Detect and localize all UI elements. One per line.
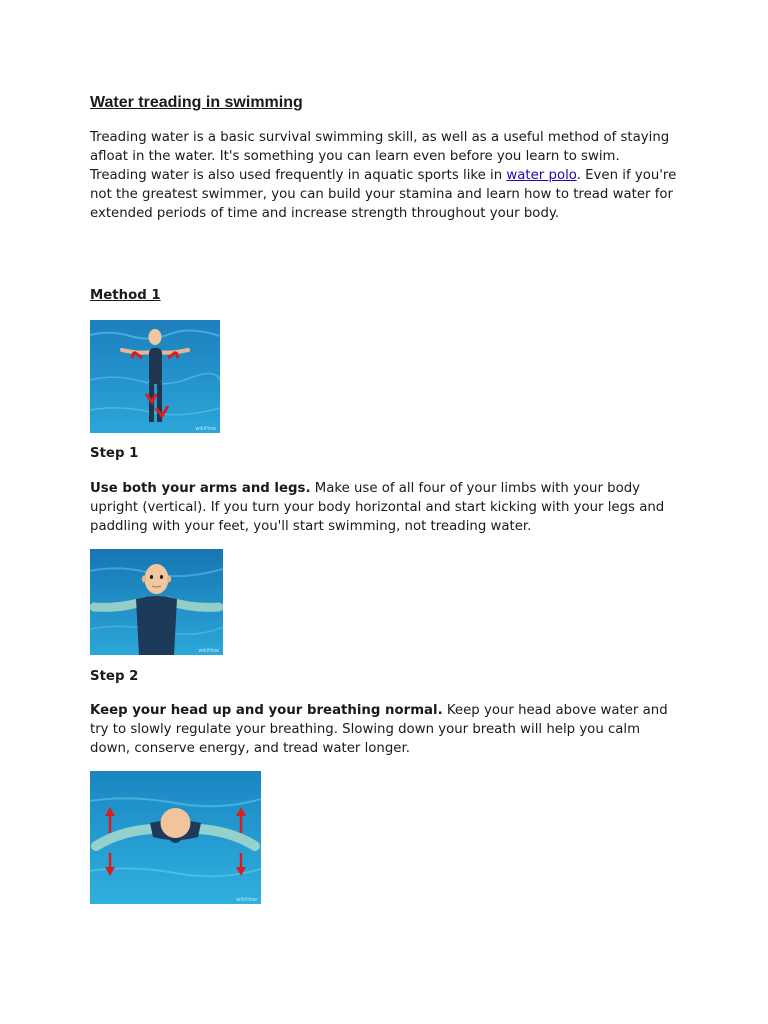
watermark-2: wikiHow	[198, 648, 219, 654]
document-title: Water treading in swimming	[90, 94, 303, 111]
method-heading: Method 1	[90, 288, 161, 303]
step-1-bold: Use both your arms and legs.	[90, 481, 311, 496]
step-2-bold: Keep your head up and your breathing normal.	[90, 703, 443, 718]
step-2-paragraph	[90, 701, 680, 758]
watermark-3: wikiHow	[236, 897, 257, 903]
intro-text-before: Treading water is a basic survival swimming skill, as well as a useful method of staying afloat in the water. It's something you can learn even before you learn to swim. Treading water is also used frequently in aquatic sports like in	[90, 130, 670, 183]
water-polo-link[interactable]: water polo	[506, 168, 577, 183]
intro-text-after: . Even if you're not the greatest swimmer, you can build your stamina and learn how to tread water for extended periods of time and increase strength throughout your body.	[90, 168, 677, 221]
step-1-text: Make use of all four of your limbs with your body upright (vertical). If you turn your body horizontal and start kicking with your legs and paddling with your feet, you'll start swimming, not treading water.	[90, 481, 665, 534]
step-1-label: Step 1	[90, 446, 139, 461]
step-1-paragraph	[90, 479, 680, 536]
intro-paragraph	[90, 128, 680, 223]
illustration-step3	[90, 771, 261, 904]
illustration-step1	[90, 320, 220, 433]
step-2-text: Keep your head above water and try to slowly regulate your breathing. Slowing down your breath will help you calm down, conserve energy, and tread water longer.	[90, 703, 668, 756]
watermark-1: wikiHow	[195, 426, 216, 432]
illustration-step2	[90, 549, 223, 655]
step-2-label: Step 2	[90, 669, 139, 684]
